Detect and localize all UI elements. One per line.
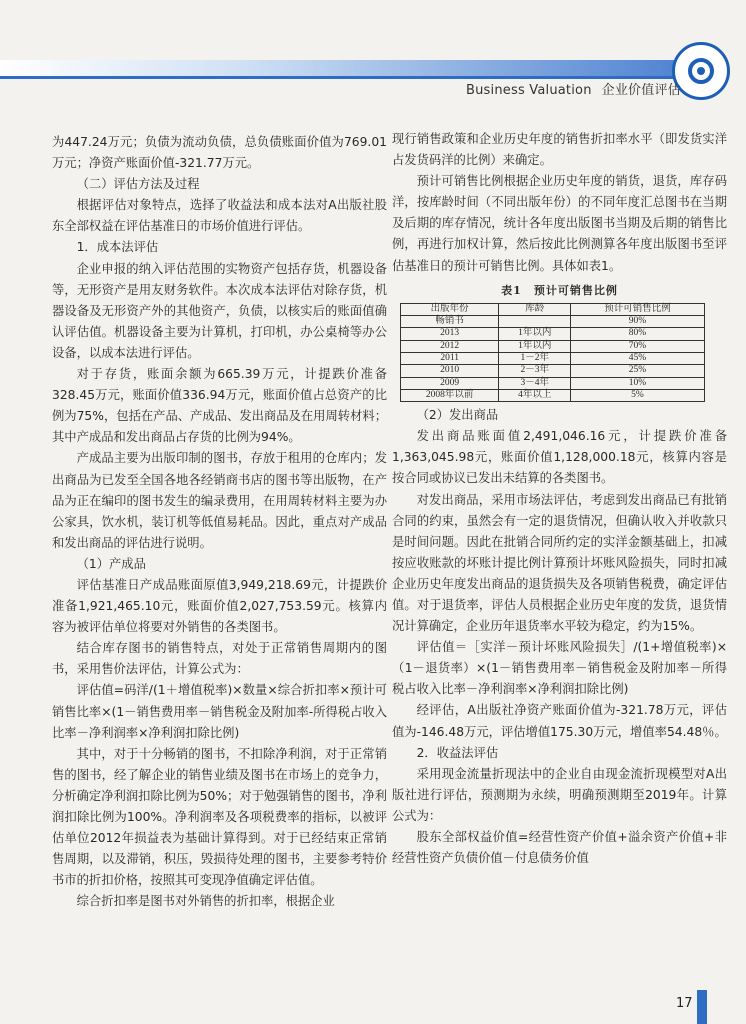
header-title-en: Business Valuation	[466, 83, 592, 98]
table-cell: 10%	[571, 377, 705, 389]
paragraph: 1．成本法评估	[76, 240, 159, 255]
header-title-cn: 企业价值评估	[601, 83, 681, 98]
table-cell: 4年以上	[499, 389, 571, 401]
paragraph: 根据评估对象特点，选择了收益法和成本法对A出版社股东全部权益在评估基准日的市场价值进行评估。	[52, 198, 387, 234]
running-header	[466, 79, 681, 98]
table-row	[401, 389, 705, 401]
right-column-bottom	[392, 405, 727, 869]
right-column-top	[392, 129, 727, 277]
table-body	[401, 316, 705, 402]
paragraph: 评估值=码洋/(1＋增值税率)×数量×综合折扣率×预计可销售比率×(1－销售费用率－销售税金及附加率-所得税占收入比率－净利润率×净利润扣除比例)	[52, 683, 387, 740]
left-column	[52, 132, 387, 912]
paragraph: 预计可销售比例根据企业历史年度的销货，退货，库存码洋，按库龄时间（不同出版年份）的不同年度汇总图书在当期及后期的库存情况，统计各年度出版图书当期及后期的销售比例，再进行加权计算，然后按此比例测算各年度出版图书至评估基准日的预计可销售比例。具体如表1。	[392, 174, 727, 273]
paragraph: 评估值＝［实洋－预计坏账风险损失］/(1+增值税率)×（1－退货率）×(1－销售费用率－销售税金及附加率－所得税占收入比率－净利润率×净利润扣除比例)	[392, 640, 727, 697]
table-cell: 2009	[401, 377, 499, 389]
table-row	[401, 377, 705, 389]
paragraph: 对于存货，账面余额为665.39万元，计提跌价准备328.45万元，账面价值336.94万元，账面价值占总资产的比例为75%，包括在产品、产成品、发出商品及在用周转材料；其中产成品和发出商品占存货的比例为94%。	[52, 367, 387, 445]
right-column	[392, 129, 727, 869]
table-cell: 5%	[571, 389, 705, 401]
paragraph: 其中，对于十分畅销的图书，不扣除净利润，对于正常销售的图书，经了解企业的销售业绩及图书在市场上的竞争力，分析确定净利润扣除比例为50%；对于勉强销售的图书，净利润扣除比例为100%。净利润率及各项税费率的指标，以被评估单位2012年损益表为基础计算得到。对于已经结束正常销售周期，以及滞销，积压，毁损待处理的图书，主要参考特价书市的折扣价格，按照其可变现净值确定评估值。	[52, 746, 387, 888]
table-cell: 25%	[571, 365, 705, 377]
paragraph: 为447.24万元；负债为流动负债，总负债账面价值为769.01万元；净资产账面价值-321.77万元。	[52, 135, 387, 171]
table-cell: 90%	[571, 316, 705, 328]
paragraph: 对发出商品，采用市场法评估，考虑到发出商品已有批销合同的约束，虽然会有一定的退货情况，但确认收入并收款只是时间问题。因此在批销合同所约定的实洋金额基础上，扣减按应收账款的坏账计提比例计算预计坏账风险损失，同时扣减企业历史年度发出商品的退货损失及各项销售税费，确定评估值。对于退货率，评估人员根据企业历史年度的发货，退货情况计算确定，企业历年退货率水平较为稳定，约为15%。	[392, 492, 727, 634]
paragraph: 现行销售政策和企业历史年度的销售折扣率水平（即发货实洋占发货码洋的比例）来确定。	[392, 132, 727, 168]
table-caption: 表1 预计可销售比例	[501, 283, 618, 297]
paragraph: 股东全部权益价值=经营性资产价值+溢余资产价值+非经营性资产负债价值－付息债务价值	[392, 830, 727, 866]
table-header-cell: 预计可销售比例	[571, 303, 705, 315]
table-cell: 2012	[401, 340, 499, 352]
paragraph: 产成品主要为出版印制的图书，存放于租用的仓库内；发出商品为已发至全国各地各经销商书店的图书等出版物，在产品为正在编印的图书发生的编录费用，在用周转材料主要为办公家具，饮水机，装订机等低值易耗品。因此，重点对产成品和发出商品的评估进行说明。	[52, 451, 387, 550]
table-cell: 1－2年	[499, 352, 571, 364]
page-number: 17	[676, 996, 693, 1011]
table-header-row	[401, 303, 705, 315]
table-cell: 3－4年	[499, 377, 571, 389]
paragraph: 发出商品账面值2,491,046.16元，计提跌价准备1,363,045.98元，账面价值1,128,000.18元，核算内容是按合同或协议已发出未结算的各类图书。	[392, 429, 727, 486]
table-cell: 2010	[401, 365, 499, 377]
table-cell: 2－3年	[499, 365, 571, 377]
table-row	[401, 352, 705, 364]
table-cell: 70%	[571, 340, 705, 352]
sales-ratio-table	[400, 303, 705, 402]
table-row	[401, 365, 705, 377]
table-row	[401, 316, 705, 328]
table-cell: 2011	[401, 352, 499, 364]
table-cell: 80%	[571, 328, 705, 340]
table-header-cell: 库龄	[499, 303, 571, 315]
header-gradient-bar	[0, 60, 700, 76]
table-cell: 畅销书	[401, 316, 499, 328]
paragraph: （2）发出商品	[416, 408, 499, 423]
page-number-bar	[697, 990, 707, 1024]
table-cell: 2013	[401, 328, 499, 340]
table-row	[401, 328, 705, 340]
paragraph: （二）评估方法及过程	[76, 177, 200, 192]
paragraph: 企业申报的纳入评估范围的实物资产包括存货，机器设备等，无形资产是用友财务软件。本次成本法评估对除存货，机器设备及无形资产外的其他资产，负债，以核实后的账面值确认评估值。机器设备主要为计算机，打印机，办公桌椅等办公设备，以成本法进行评估。	[52, 261, 387, 360]
paragraph: 经评估，A出版社净资产账面价值为-321.78万元，评估值为-146.48万元，评估增值175.30万元，增值率54.48％。	[392, 703, 727, 739]
table-cell: 2008年以前	[401, 389, 499, 401]
paragraph: 2．收益法评估	[416, 745, 499, 760]
table-cell: 1年以内	[499, 340, 571, 352]
paragraph: 结合库存图书的销售特点，对处于正常销售周期内的图书，采用售价法评估，计算公式为：	[52, 641, 387, 677]
paragraph: 评估基准日产成品账面原值3,949,218.69元，计提跌价准备1,921,465.10元，账面价值2,027,753.59元。核算内容为被评估单位将要对外销售的各类图书。	[52, 577, 387, 635]
paragraph: 综合折扣率是图书对外销售的折扣率，根据企业	[76, 894, 335, 909]
table-cell: 1年以内	[499, 328, 571, 340]
table-header-cell: 出版年份	[401, 303, 499, 315]
paragraph: 采用现金流量折现法中的企业自由现金流折现模型对A出版社进行评估，预测期为永续，明确预测期至2019年。计算公式为：	[392, 766, 727, 823]
table-cell: 45%	[571, 352, 705, 364]
table-row	[401, 340, 705, 352]
table-cell	[499, 316, 571, 328]
paragraph: （1）产成品	[76, 556, 146, 571]
